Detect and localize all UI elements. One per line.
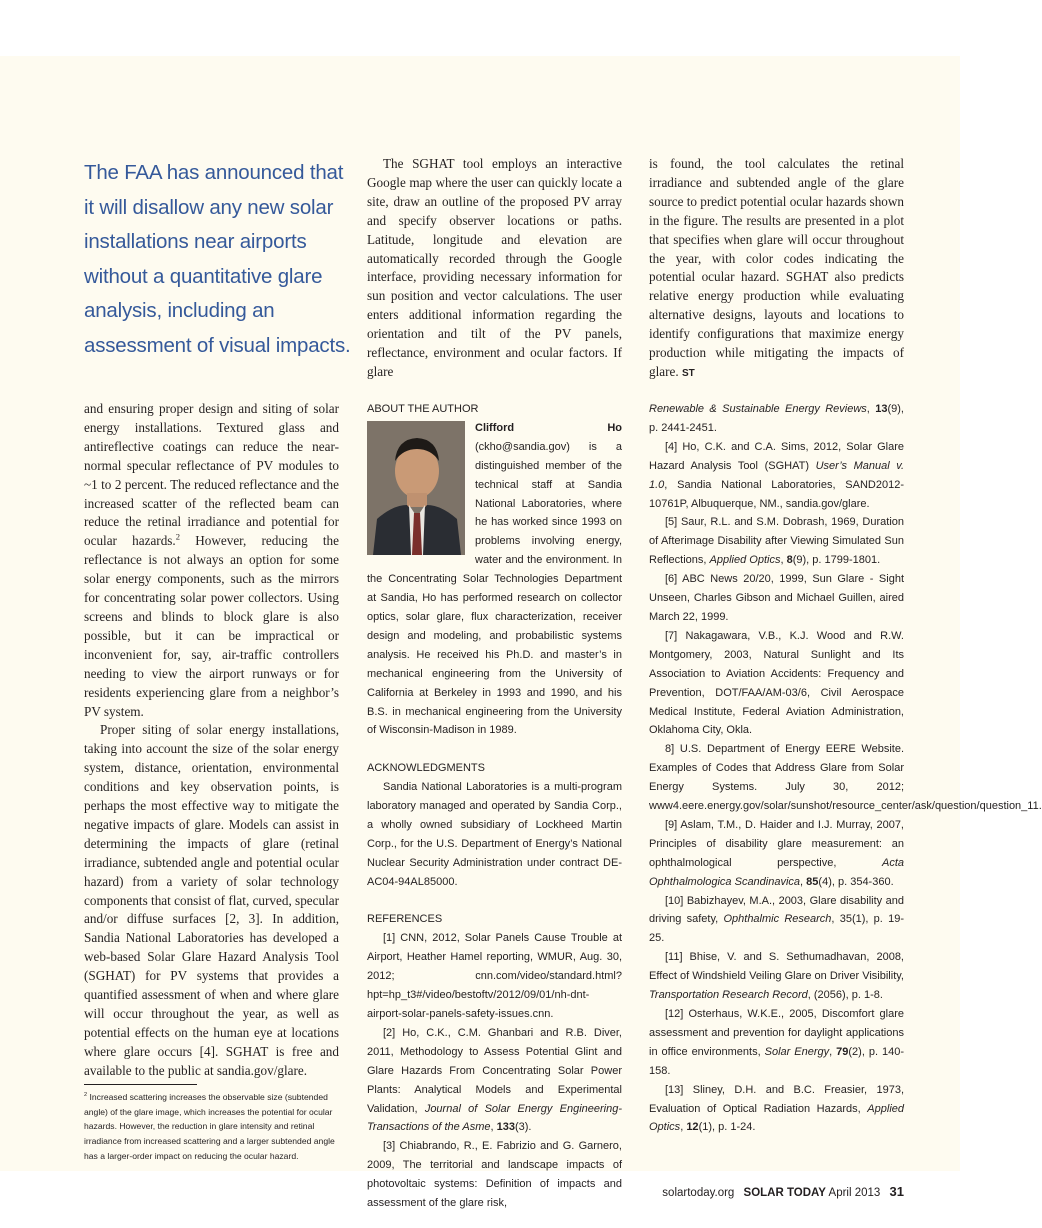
- left-p1-text-b: However, reducing the reflectance is not always an option for some solar energy components, such as the mirrors for concentrating solar power collectors. Using screens and blinds to block glare is also possible, but it can be impractical or inconvenient for, say, air-traffic controllers needing to view the airport runways or for residents experiencing glare from a neighbor’s PV system.: [84, 533, 339, 719]
- reference-4-text: [4] Ho, C.K. and C.A. Sims, 2012, Solar Glare Hazard Analysis Tool (SGHAT): [649, 440, 904, 472]
- reference-3-start: [3] Chiabrando, R., E. Fabrizio and G. Garnero, 2009, The territorial and landscape impacts of photovoltaic systems: Definition of impacts and assessment of the glare risk,: [367, 1140, 622, 1210]
- reference-1: [1] CNN, 2012, Solar Panels Cause Trouble at Airport, Heather Hamel reporting, WMUR, Aug. 30, 2012; cnn.com/video/standard.html?hpt=hp_t3#/video/bestoftv/2012/09/01/nh-dnt-airport-solar-panels-safety-issues.cnn.: [367, 932, 622, 1020]
- reference-10-end: , 35(1), p. 19-25.: [649, 913, 904, 945]
- reference-13: [13] Sliney, D.H. and B.C. Freasier, 1973, Evaluation of Optical Radiation Hazards, Applied Optics, 12(1), p. 1-24.: [649, 1083, 904, 1134]
- reference-10: [649, 892, 904, 949]
- acknowledgments-text: Sandia National Laboratories is a multi-program laboratory managed and operated by Sandia Corp., a wholly owned subsidiary of Lockheed Martin Corp., for the U.S. Department of Energy’s National Nuclear Security Administration under contract DE-AC04-94AL85000.: [367, 781, 622, 888]
- reference-11: [649, 948, 904, 1005]
- middle-column: [367, 400, 622, 1213]
- reference-5-text: [5] Saur, R.L. and S.M. Dobrash, 1969, Duration of Afterimage Disability after Viewing Simulated Sun Reflections,: [649, 516, 904, 567]
- reference-6: [6] ABC News 20/20, 1999, Sun Glare - Sight Unseen, Charles Gibson and Michael Guillen, aired March 22, 1999.: [649, 573, 904, 623]
- footer-magazine: SOLAR TODAY: [743, 1187, 826, 1199]
- footnote-number: 2: [84, 1092, 88, 1099]
- reference-9-volume: 85: [806, 875, 819, 888]
- reference-13-journal: Applied Optics: [649, 1102, 904, 1134]
- footer-site: solartoday.org: [662, 1187, 735, 1199]
- author-heading: ABOUT THE AUTHOR: [367, 403, 479, 415]
- footer-issue: April 2013: [828, 1187, 881, 1199]
- page-footer: [662, 1184, 904, 1199]
- reference-9: [9] Aslam, T.M., D. Haider and I.J. Murray, 2007, Principles of disability glare measurement: an ophthalmological perspective, Acta Ophthalmologica Scandinavica, 85(4), p. 354-360.: [649, 818, 904, 888]
- reference-10-journal: Ophthalmic Research: [723, 913, 832, 926]
- page-number: 31: [889, 1184, 904, 1199]
- right-column: [649, 400, 1042, 1137]
- reference-12-volume: 79: [836, 1045, 849, 1058]
- reference-2-journal: Journal of Solar Energy Engineering-Transactions of the Asme: [367, 1102, 622, 1134]
- reference-2: [2] Ho, C.K., C.M. Ghanbari and R.B. Diver, 2011, Methodology to Assess Potential Glint and Glare Hazards From Concentrating Solar Power Plants: Analytical Models and Experimental Validation, Journal of Solar Energy Engineering-Transactions of the Asme, 133(3).: [367, 1026, 622, 1134]
- author-bio-text: (ckho@sandia.gov) is a distinguished member of the technical staff at Sandia National Laboratories, where he has worked since 1993 on problems involving energy, water and the environment. In the Concentrating Solar Technologies Department at Sandia, Ho has performed research on collector optics, solar glare, flux characterization, receiver design and modeling, and probabilistic systems analysis. He received his Ph.D. and master’s in mechanical engineering from the University of California at Berkeley in 1993 and 1990, and his B.S. in mechanical engineering from the University of Wisconsin-Madison in 1989.: [367, 440, 622, 737]
- reference-12: [12] Osterhaus, W.K.E., 2005, Discomfort glare assessment and prevention for daylight applications in office environments, Solar Energy, 79(2), p. 140-158.: [649, 1008, 904, 1077]
- reference-13-volume: 12: [686, 1121, 699, 1134]
- reference-2-text: [2] Ho, C.K., C.M. Ghanbari and R.B. Diver, 2011, Methodology to Assess Potential Glint and Glare Hazards From Concentrating Solar Power Plants: Analytical Models and Experimental Validation,: [367, 1026, 622, 1115]
- reference-5: [5] Saur, R.L. and S.M. Dobrash, 1969, Duration of Afterimage Disability after Viewing Simulated Sun Reflections, Applied Optics, 8(9), p. 1799-1801.: [649, 516, 904, 567]
- top-middle-column: [367, 155, 622, 382]
- pull-quote: The FAA has announced that it will disallow any new solar installations near airports without a quantitative glare analysis, including an assessment of visual impacts.: [84, 161, 351, 357]
- reference-9-text: [9] Aslam, T.M., D. Haider and I.J. Murray, 2007, Principles of disability glare measurement: an ophthalmological perspective,: [649, 818, 904, 869]
- author-name: Clifford Ho: [475, 421, 622, 434]
- left-column: [84, 400, 339, 1081]
- top-right-column: [649, 155, 904, 384]
- footnote: [84, 1090, 340, 1164]
- reference-12-end: (2), p. 140-158.: [649, 1045, 904, 1077]
- reference-11-text: [11] Bhise, V. and S. Sethumadhavan, 2008, Effect of Windshield Veiling Glare on Driver Visibility,: [649, 951, 904, 983]
- references-heading: REFERENCES: [367, 913, 443, 926]
- reference-3-volume: 13: [875, 403, 888, 415]
- reference-4-end: , Sandia National Laboratories, SAND2012-10761P, Albuquerque, NM., sandia.gov/glare.: [649, 478, 904, 510]
- reference-12-journal: Solar Energy: [764, 1045, 830, 1058]
- reference-2-end: (3).: [514, 1121, 532, 1134]
- reference-7: [7] Nakagawara, V.B., K.J. Wood and R.W. Montgomery, 2003, Natural Sunlight and Its Association to Aviation Accidents: Frequency and Prevention, DOT/FAA/AM-03/6, Civil Aerospace Medical Institute, Federal Aviation Administration, Oklahoma City, Okla.: [649, 629, 904, 737]
- reference-4-title: User’s Manual v. 1.0: [649, 459, 905, 491]
- top-right-paragraph: [649, 155, 904, 384]
- left-paragraph-2: Proper siting of solar energy installations, taking into account the size of the solar energy system, distance, orientation, environmental conditions and key observation points, is perhaps the most effective way to mitigate the negative impacts of glare. Models can assist in determining the impacts of glare (retinal irradiance, subtended angle and potential ocular hazard) from a variety of solar technology components that consist of flat, curved, specular and/or diffuse surfaces [2, 3]. In addition, Sandia National Laboratories has developed a web-based Solar Glare Hazard Analysis Tool (SGHAT) for PV systems that provides a quantified assessment of when and where glare will occur throughout the year, as well as potential effects on the human eye at locations where glare occurs [4]. SGHAT is free and available to the public at sandia.gov/glare.: [84, 722, 339, 1078]
- footnote-text: Increased scattering increases the observable size (subtended angle) of the glare image, which increases the potential for ocular hazards. However, the reduction in glare intensity and retinal irradiance from increased scattering and a larger subtended angle has a larger-order impact on reducing the ocular hazard.: [84, 1092, 335, 1161]
- reference-11-journal: Transportation Research Record: [649, 989, 808, 1002]
- top-right-text: is found, the tool calculates the retinal irradiance and subtended angle of the glare source to predict potential ocular hazards shown in the figure. The results are presented in a plot that specifies when glare will occur throughout the year, with color codes indicating the potential ocular hazard. SGHAT also predicts relative energy production while evaluating alternative designs, layouts and locations to identify configurations that maximize energy production while mitigating the impacts of glare.: [649, 156, 904, 379]
- reference-3-continued: Renewable & Sustainable Energy Reviews, 13(9), p. 2441-2451.: [649, 403, 904, 434]
- reference-3-end: (9), p. 2441-2451.: [649, 403, 904, 434]
- top-middle-paragraph: The SGHAT tool employs an interactive Google map where the user can quickly locate a site, draw an outline of the proposed PV array and specify observer locations or paths. Latitude, longitude and elevation are automatically recorded through the Google interface, providing necessary information for sun position and vector calculations. The user enters additional information regarding the orientation and tilt of the PV panels, reflectance, environment and ocular factors. If glare: [367, 156, 622, 379]
- reference-5-volume: 8: [786, 554, 793, 567]
- reference-2-volume: 133: [496, 1121, 515, 1134]
- footnote-rule: [84, 1084, 197, 1085]
- reference-10-text: [10] Babizhayev, M.A., 2003, Glare disability and driving safety,: [649, 894, 904, 926]
- reference-8: 8] U.S. Department of Energy EERE Website. Examples of Codes that Address Glare from Solar Energy Systems. July 30, 2012; www4.eere.energy.gov/solar/sunshot/resource_center/ask/question/question_11.: [649, 743, 1042, 813]
- footnote-ref: 2: [175, 531, 181, 542]
- reference-13-text: [13] Sliney, D.H. and B.C. Freasier, 1973, Evaluation of Optical Radiation Hazards,: [649, 1083, 904, 1115]
- end-mark: ST: [681, 367, 695, 379]
- reference-5-journal: Applied Optics: [709, 554, 781, 567]
- author-photo: [367, 421, 465, 555]
- reference-13-end: (1), p. 1-24.: [698, 1121, 756, 1134]
- reference-9-end: (4), p. 354-360.: [818, 875, 894, 888]
- reference-12-text: [12] Osterhaus, W.K.E., 2005, Discomfort glare assessment and prevention for daylight applications in office environments,: [649, 1008, 904, 1058]
- reference-9-journal: Acta Ophthalmologica Scandinavica: [649, 856, 904, 888]
- reference-3-journal: Renewable & Sustainable Energy Reviews: [649, 403, 867, 415]
- acknowledgments-heading: ACKNOWLEDGMENTS: [367, 762, 485, 775]
- left-paragraph-1: [84, 400, 339, 721]
- reference-4: [649, 438, 904, 514]
- author-portrait-image: [367, 421, 465, 555]
- left-p1-text-a: and ensuring proper design and siting of solar energy installations. Textured glass and antireflective coatings can reduce the near-normal specular reflectance of PV modules to ~1 to 2 percent. The reduced reflectance and the increased scatter of the reflected beam can reduce the retinal irradiance and potential for ocular hazards.: [84, 401, 339, 549]
- reference-11-end: , (2056), p. 1-8.: [807, 989, 883, 1002]
- reference-5-end: (9), p. 1799-1801.: [792, 554, 881, 567]
